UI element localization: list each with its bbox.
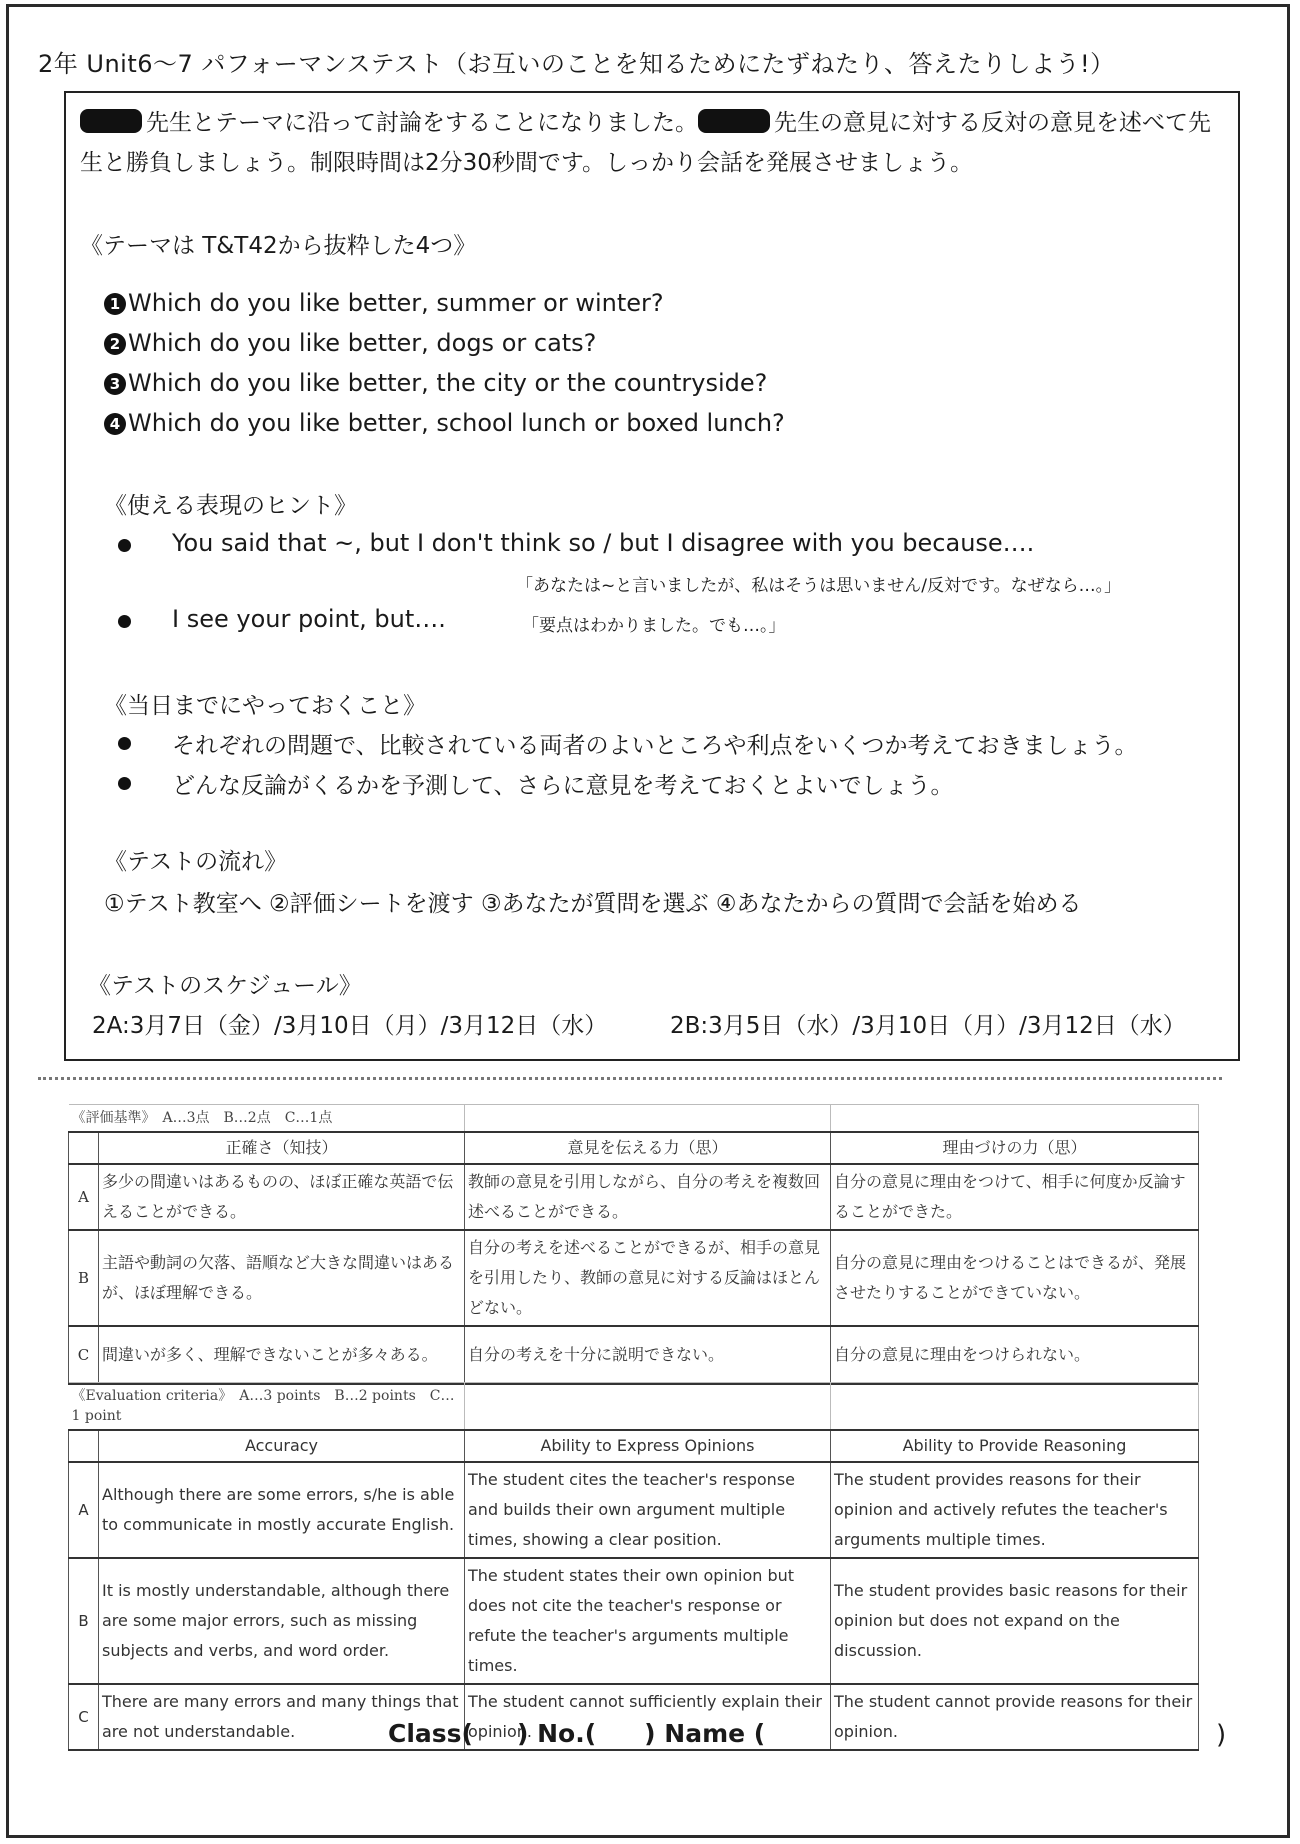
intro-part1: 先生とテーマに沿って討論をすることになりました。: [146, 110, 698, 136]
grade-label: A: [69, 1462, 99, 1558]
prep-text: それぞれの問題で、比較されている両者のよいところや利点をいくつか考えておきましょう。: [172, 733, 1138, 759]
column-header: 理由づけの力（思）: [831, 1132, 1199, 1164]
empty-cell: [69, 1430, 99, 1462]
theme-item: [104, 403, 785, 443]
table-cell: 自分の意見に理由をつけて、相手に何度か反論することができた。: [831, 1164, 1199, 1230]
theme-text: Which do you like better, school lunch or boxed lunch?: [128, 409, 785, 437]
number-badge-icon: 2: [104, 333, 126, 355]
grade-label: B: [69, 1230, 99, 1326]
schedule-2a: 2A:3月7日（金）/3月10日（月）/3月12日（水）: [92, 1013, 608, 1039]
criteria-caption-row: [69, 1383, 1199, 1431]
criteria-caption: 《評価基準》 A…3点 B…2点 C…1点: [69, 1105, 465, 1133]
empty-cell: [465, 1105, 831, 1133]
theme-text: Which do you like better, summer or winter?: [128, 289, 664, 317]
empty-cell: [465, 1383, 831, 1431]
column-header: Ability to Provide Reasoning: [831, 1430, 1199, 1462]
schedule-2b: 2B:3月5日（水）/3月10日（月）/3月12日（水）: [670, 1013, 1186, 1039]
grade-label: C: [69, 1326, 99, 1384]
prep-item: [118, 727, 1218, 759]
hint-gloss: 「あなたは~と言いましたが、私はそうは思いません/反対です。なぜなら…。」: [516, 576, 1122, 596]
table-header-row: [69, 1430, 1199, 1462]
hint-gloss: 「要点はわかりました。でも…。」: [522, 616, 786, 636]
grade-label: B: [69, 1558, 99, 1684]
number-badge-icon: 1: [104, 293, 126, 315]
table-row: [69, 1164, 1199, 1230]
instruction-box: [64, 91, 1240, 1061]
grade-label: C: [69, 1684, 99, 1750]
hint-item: [118, 529, 1208, 561]
empty-cell: [831, 1383, 1199, 1431]
name-close-paren: ): [1216, 1720, 1227, 1750]
schedule-heading: 《テストのスケジュール》: [88, 973, 362, 999]
criteria-caption-row: [69, 1105, 1199, 1133]
column-header: 正確さ（知技）: [99, 1132, 465, 1164]
bullet-icon: [118, 615, 131, 628]
student-info-line: [388, 1719, 1145, 1748]
redacted-name: [698, 109, 770, 133]
number-badge-icon: 4: [104, 413, 126, 435]
bullet-icon: [118, 539, 131, 552]
hint-text: I see your point, but….: [172, 605, 446, 633]
criteria-table-ja: [68, 1104, 1199, 1385]
table-cell: The student provides basic reasons for their opinion but does not expand on the discussion.: [831, 1558, 1199, 1684]
table-header-row: [69, 1132, 1199, 1164]
prep-heading: 《当日までにやっておくこと》: [104, 693, 426, 719]
flow-steps: ①テスト教室へ ②評価シートを渡す ③あなたが質問を選ぶ ④あなたからの質問で会話を始める: [104, 891, 1082, 917]
table-row: [69, 1326, 1199, 1384]
number-label: ) No.(: [516, 1719, 597, 1748]
theme-text: Which do you like better, the city or the countryside?: [128, 369, 768, 397]
table-cell: Although there are some errors, s/he is able to communicate in mostly accurate English.: [99, 1462, 465, 1558]
table-row: [69, 1462, 1199, 1558]
table-cell: It is mostly understandable, although there are some major errors, such as missing subjects and verbs, and word order.: [99, 1558, 465, 1684]
table-cell: There are many errors and many things that are not understandable.: [99, 1684, 465, 1750]
theme-list: [104, 283, 785, 443]
table-cell: The student states their own opinion but does not cite the teacher's response or refute the teacher's arguments multiple times.: [465, 1558, 831, 1684]
table-cell: 自分の意見に理由をつけることはできるが、発展させたりすることができていない。: [831, 1230, 1199, 1326]
grade-label: A: [69, 1164, 99, 1230]
prep-text: どんな反論がくるかを予測して、さらに意見を考えておくとよいでしょう。: [172, 773, 954, 799]
intro-part2: 先生の意見に対する反対の意見を述べて先生と勝負しましょう。制限時間は2分30秒間です。しっかり会話を発展させましょう。: [80, 110, 1211, 176]
table-cell: 自分の意見に理由をつけられない。: [831, 1326, 1199, 1384]
table-cell: 間違いが多く、理解できないことが多々ある。: [99, 1326, 465, 1384]
flow-heading: 《テストの流れ》: [104, 849, 288, 875]
cut-line-divider: [38, 1077, 1222, 1080]
bullet-icon: [118, 737, 131, 750]
table-cell: 自分の考えを述べることができるが、相手の意見を引用したり、教師の意見に対する反論はほとんどない。: [465, 1230, 831, 1326]
table-row: [69, 1558, 1199, 1684]
column-header: Ability to Express Opinions: [465, 1430, 831, 1462]
criteria-table-en: [68, 1382, 1199, 1751]
theme-item: [104, 323, 785, 363]
hint-text: You said that ~, but I don't think so / but I disagree with you because….: [172, 529, 1035, 557]
table-cell: The student cites the teacher's response and builds their own argument multiple times, showing a clear position.: [465, 1462, 831, 1558]
empty-cell: [69, 1132, 99, 1164]
column-header: Accuracy: [99, 1430, 465, 1462]
criteria-caption: 《Evaluation criteria》 A…3 points B…2 points C…1 point: [69, 1383, 465, 1431]
table-cell: 自分の考えを十分に説明できない。: [465, 1326, 831, 1384]
table-cell: The student cannot sufficiently explain their opinion.: [465, 1684, 831, 1750]
class-label: Class(: [388, 1719, 473, 1748]
table-cell: 主語や動詞の欠落、語順など大きな間違いはあるが、ほぼ理解できる。: [99, 1230, 465, 1326]
bullet-icon: [118, 777, 131, 790]
page-title: 2年 Unit6～7 パフォーマンステスト（お互いのことを知るためにたずねたり、答えたりしよう!）: [38, 50, 1115, 78]
hints-heading: 《使える表現のヒント》: [104, 493, 357, 519]
table-cell: 教師の意見を引用しながら、自分の考えを複数回述べることができる。: [465, 1164, 831, 1230]
table-cell: The student provides reasons for their opinion and actively refutes the teacher's arguments multiple times.: [831, 1462, 1199, 1558]
prep-item: [118, 767, 1218, 799]
theme-item: [104, 283, 785, 323]
number-badge-icon: 3: [104, 373, 126, 395]
table-row: [69, 1230, 1199, 1326]
name-label: ) Name (: [644, 1719, 766, 1748]
empty-cell: [831, 1105, 1199, 1133]
themes-heading: 《テーマは T&T42から抜粋した4つ》: [80, 233, 477, 259]
redacted-name: [80, 109, 142, 133]
intro-text: [80, 103, 1230, 183]
theme-text: Which do you like better, dogs or cats?: [128, 329, 597, 357]
theme-item: [104, 363, 785, 403]
column-header: 意見を伝える力（思）: [465, 1132, 831, 1164]
table-cell: 多少の間違いはあるものの、ほぼ正確な英語で伝えることができる。: [99, 1164, 465, 1230]
table-cell: The student cannot provide reasons for their opinion.: [831, 1684, 1199, 1750]
